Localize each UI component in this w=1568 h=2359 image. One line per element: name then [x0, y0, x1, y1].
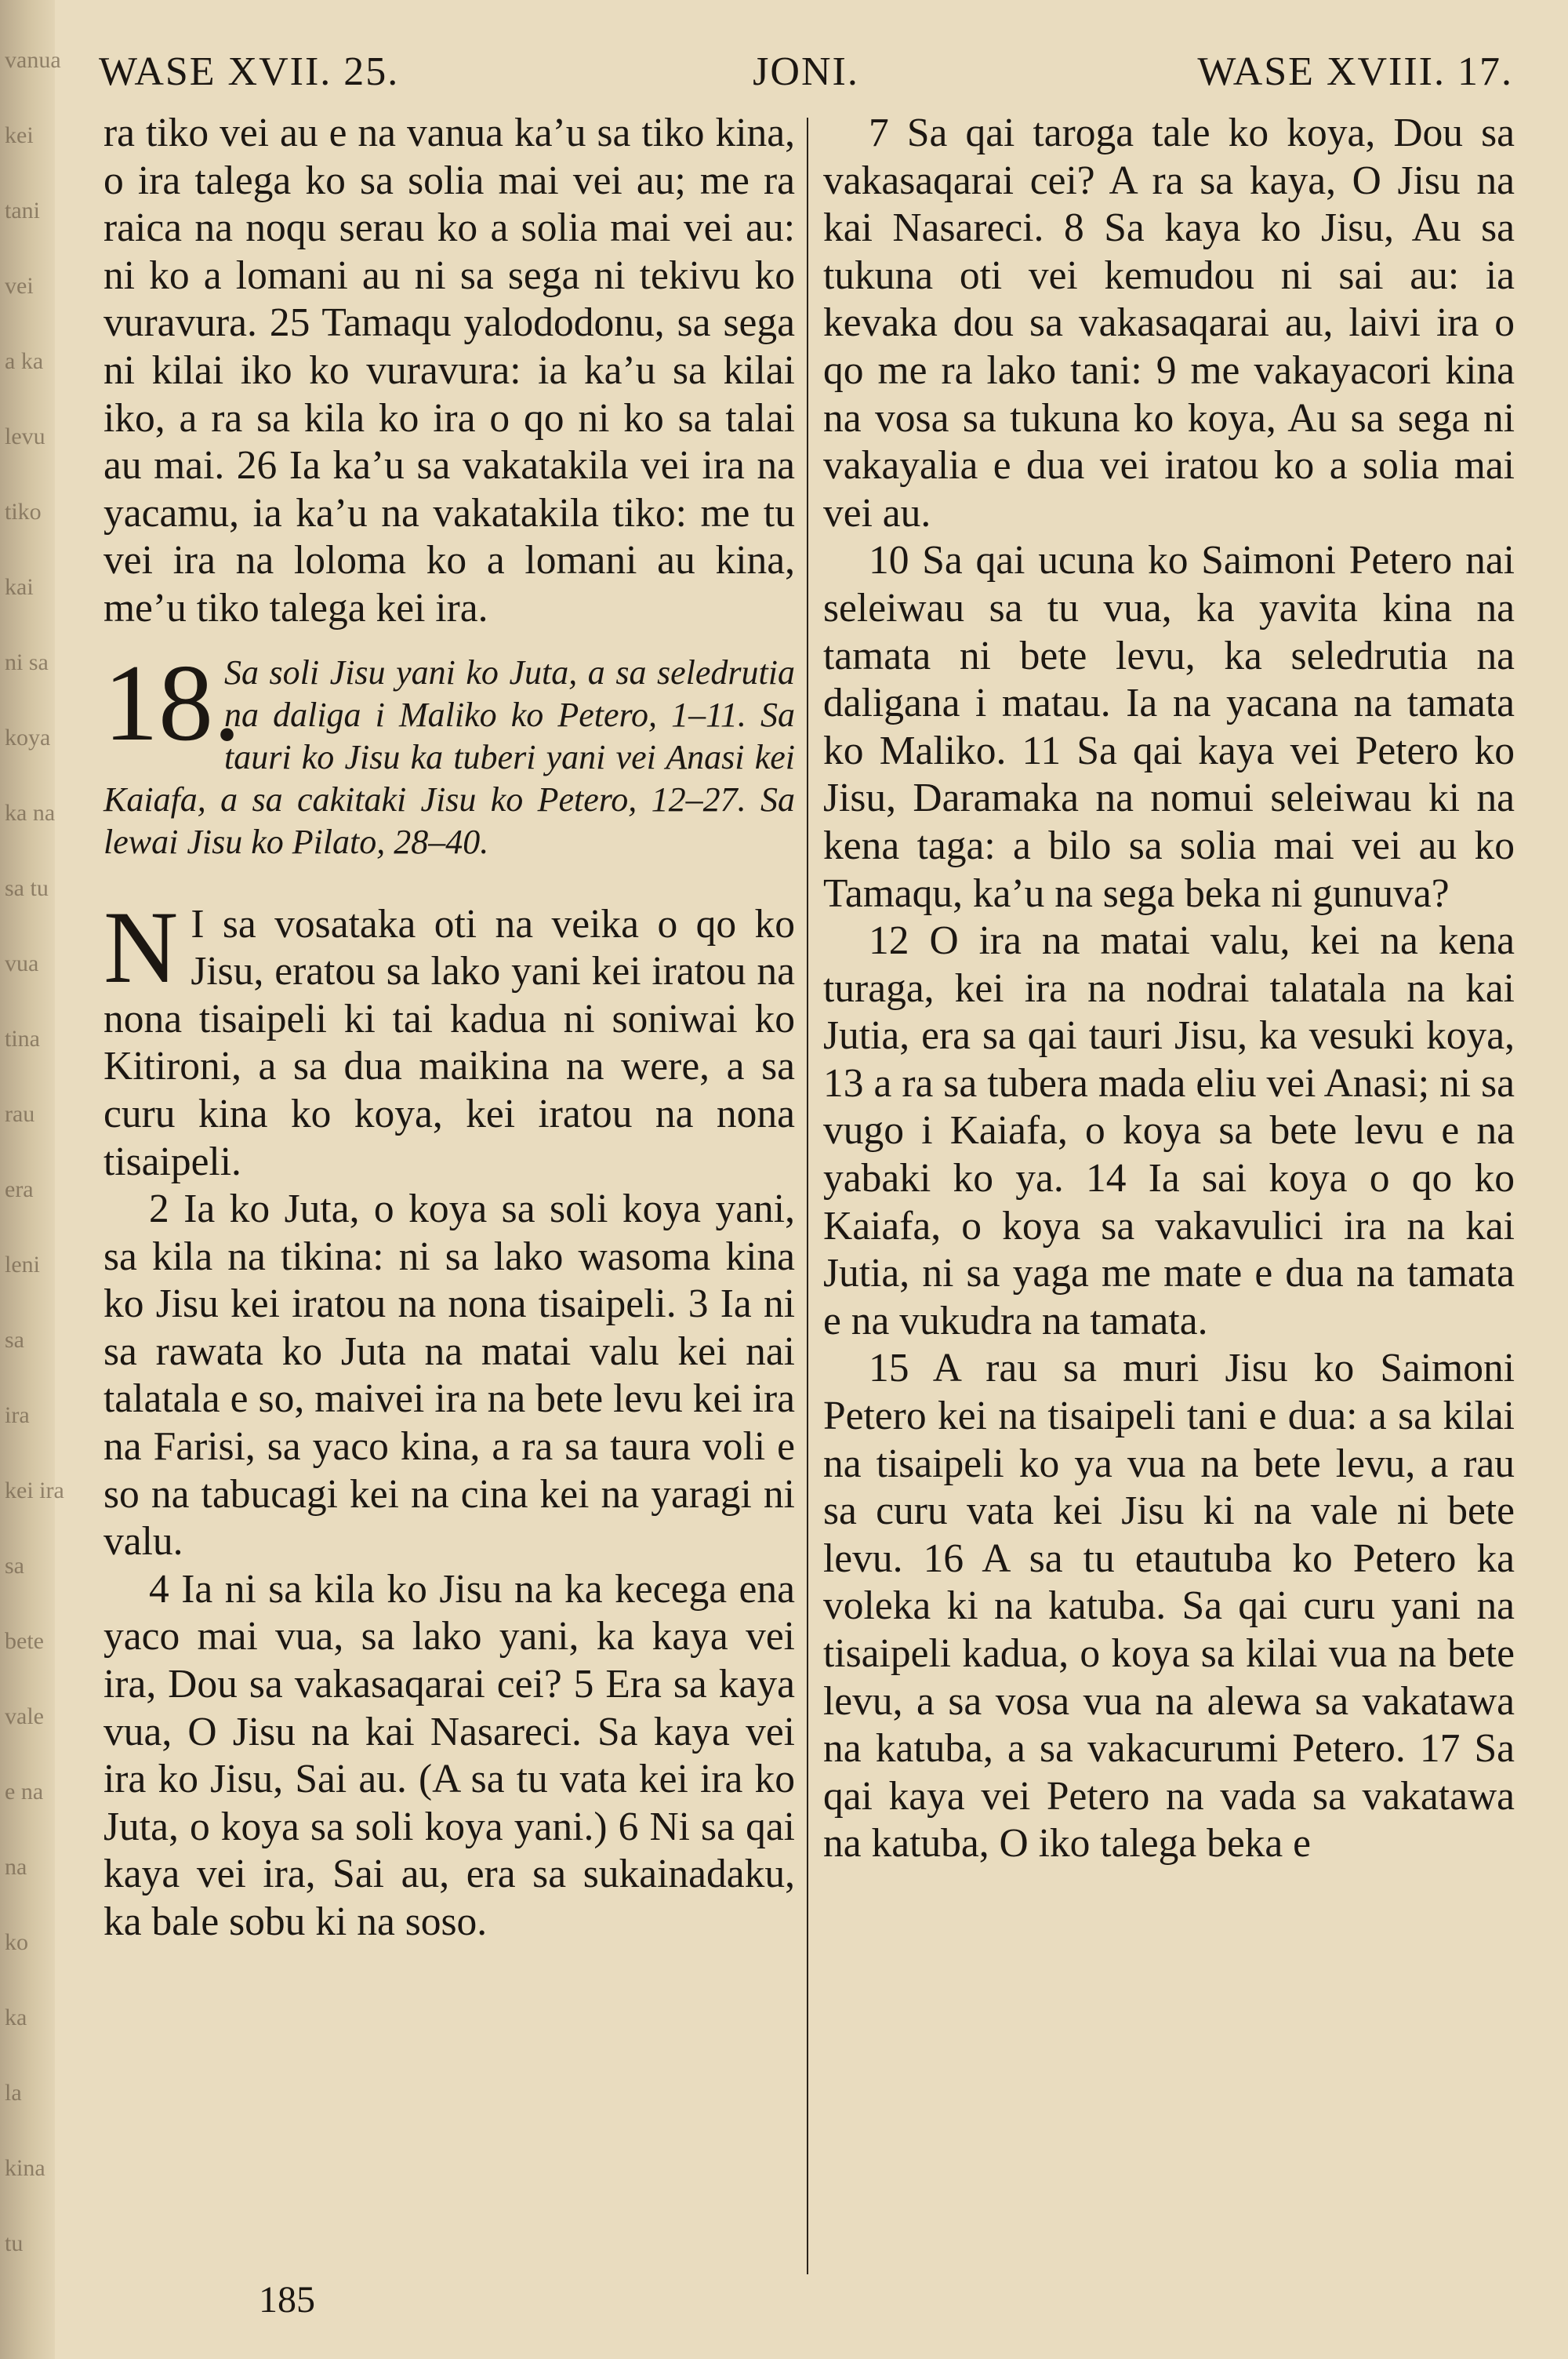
gutter-fragment: kina: [5, 2155, 45, 2181]
gutter-fragment: tiko: [5, 499, 42, 525]
gutter-fragment: kai: [5, 574, 34, 600]
gutter-fragment: tani: [5, 198, 40, 224]
gutter-fragment: na: [5, 1854, 27, 1880]
gutter-fragment: vua: [5, 951, 39, 976]
paragraph: 4 Ia ni sa kila ko Jisu na ka kecega ena yaco mai vua, sa lako yani, ka kaya vei ira, Dou sa vakasaqarai cei? 5 Era sa kaya vua, O Jisu na kai Nasareci. Sa kaya vei ira ko Jisu, Sai au. (A sa tu vata kei ira ko Juta, o koya sa soli koya yani.) 6 Ni sa qai kaya vei ira, Sai au, era sa sukainadaku, ka bale sobu ki na soso.: [103, 1566, 795, 1944]
gutter-fragment: a ka: [5, 348, 44, 374]
gutter-fragment: era: [5, 1176, 34, 1202]
gutter-fragment: la: [5, 2080, 22, 2106]
gutter-fragment: vale: [5, 1703, 44, 1729]
gutter-fragment: leni: [5, 1252, 40, 1278]
bleed-through-text: [5, 47, 64, 2306]
gutter-fragment: ni sa: [5, 649, 49, 675]
gutter-fragment: kei: [5, 122, 34, 148]
gutter-fragment: sa: [5, 1553, 24, 1579]
paragraph: 15 A rau sa muri Jisu ko Saimoni Petero kei na tisaipeli tani e dua: a sa kilai na tisaipeli ko ya vua na bete levu, a rau sa curu vata kei Jisu ki na vale ni bete levu. 16 A sa tu etautuba ko Petero ka voleka ki na katuba. Sa qai curu yani na tisaipeli kadua, o koya sa kilai vua na bete levu, a sa vosa vua na alewa sa vakatawa na katuba, a sa vakacurumi Petero. 17 Sa qai kaya vei Petero na vada sa vakatawa na katuba, O iko talega beka e: [823, 1346, 1515, 1866]
chapter-summary: [103, 642, 795, 887]
gutter-fragment: sa: [5, 1327, 24, 1353]
drop-cap: N: [103, 889, 179, 1005]
column-divider: [807, 118, 808, 2274]
paragraph-text: I sa vosataka oti na veika o qo ko Jisu, eratou sa lako yani kei iratou na nona tisaipeli ki tai kadua ni soniwai ko Kitironi, a sa dua maikina na were, a sa curu kina ko koya, kei iratou na nona tisaipeli.: [103, 901, 795, 1184]
gutter-fragment: ko: [5, 1929, 28, 1955]
gutter-fragment: vanua: [5, 47, 61, 73]
paragraph: 12 O ira na matai valu, kei na kena turaga, kei ira na nodrai talatala na kai Jutia, era sa qai tauri Jisu, ka vesuki koya, 13 a ra sa tubera mada eliu vei Anasi; ni sa vugo i Kaiafa, o koya sa bete levu e na yabaki ko ya. 14 Ia sai koya o qo ko Kaiafa, o koya sa vakavulici ira na kai Jutia, ni sa yaga me mate e dua na tamata e na vukudra na tamata.: [823, 918, 1515, 1343]
gutter-fragment: rau: [5, 1101, 35, 1127]
gutter-fragment: bete: [5, 1628, 44, 1654]
page-number: 185: [259, 2279, 315, 2321]
gutter-fragment: levu: [5, 423, 45, 449]
gutter-fragment: koya: [5, 725, 51, 751]
running-header: [99, 49, 1513, 104]
header-right: WASE XVIII. 17.: [1197, 49, 1513, 94]
gutter-fragment: ka na: [5, 800, 56, 826]
paragraph: 2 Ia ko Juta, o koya sa soli koya yani, sa kila na tikina: ni sa lako wasoma kina ko Jisu kei iratou na nona tisaipeli. 3 Ia ni sa rawata ko Juta na matai valu kei nai talatala e so, maivei ira na bete levu kei ira na Farisi, sa yaco kina, a ra sa taura voli e so na tabucagi kei na cina kei na yaragi ni valu.: [103, 1187, 795, 1565]
gutter-fragment: ka: [5, 2005, 27, 2030]
header-left: WASE XVII. 25.: [99, 49, 400, 94]
gutter-fragment: e na: [5, 1779, 44, 1805]
left-column: [103, 110, 795, 1946]
paragraph: [103, 889, 795, 1187]
gutter-fragment: tina: [5, 1026, 40, 1052]
chapter-number: 18.: [103, 642, 241, 764]
right-column: [823, 110, 1515, 1868]
gutter-fragment: ira: [5, 1402, 30, 1428]
gutter-fragment: tu: [5, 2230, 24, 2256]
chapter-summary-text: Sa soli Jisu yani ko Juta, a sa seledrutia na daliga i Maliko ko Petero, 1–11. Sa tauri ko Jisu ka tuberi yani vei Anasi kei Kaiafa, a sa cakitaki Jisu ko Petero, 12–27. Sa lewai Jisu ko Pilato, 28–40.: [103, 652, 795, 861]
binding-gutter: [0, 0, 64, 2359]
gutter-fragment: sa tu: [5, 875, 49, 901]
header-center: JONI.: [753, 49, 859, 94]
paragraph: 7 Sa qai taroga tale ko koya, Dou sa vakasaqarai cei? A ra sa kaya, O Jisu na kai Nasareci. 8 Sa kaya ko Jisu, Au sa tukuna oti vei kemudou ni sai au: ia kevaka dou sa vakasaqarai au, laivi ira o qo me ra lako tani: 9 me vakayacori kina na vosa sa tukuna ko koya, Au sa sega ni vakayalia e dua vei iratou ko a solia mai vei au.: [823, 111, 1515, 536]
gutter-fragment: kei ira: [5, 1478, 64, 1503]
paragraph: 10 Sa qai ucuna ko Saimoni Petero nai seleiwau sa tu vua, ka yavita kina na tamata ni bete levu, ka seledrutia na daligana i matau. Ia na yacana na tamata ko Maliko. 11 Sa qai kaya vei Petero ko Jisu, Daramaka na nomui seleiwau ki na kena taga: a bilo sa solia mai vei au ko Tamaqu, ka’u na sega beka ni gunuva?: [823, 538, 1515, 916]
paragraph: ra tiko vei au e na vanua ka’u sa tiko kina, o ira talega ko sa solia mai vei au; me ra raica na noqu serau ko a solia mai vei au: ni ko a lomani au ni sa sega ni tekivu ko vuravura. 25 Tamaqu yalododonu, sa sega ni kilai iko ko vuravura: ia ka’u sa kilai iko, a ra sa kila ko ira o qo ni ko sa talai au mai. 26 Ia ka’u sa vakatakila vei ira na yacamu, ia ka’u na vakatakila tiko: me tu vei ira na loloma ko a lomani au kina, me’u tiko talega kei ira.: [103, 111, 795, 631]
gutter-fragment: vei: [5, 273, 34, 299]
